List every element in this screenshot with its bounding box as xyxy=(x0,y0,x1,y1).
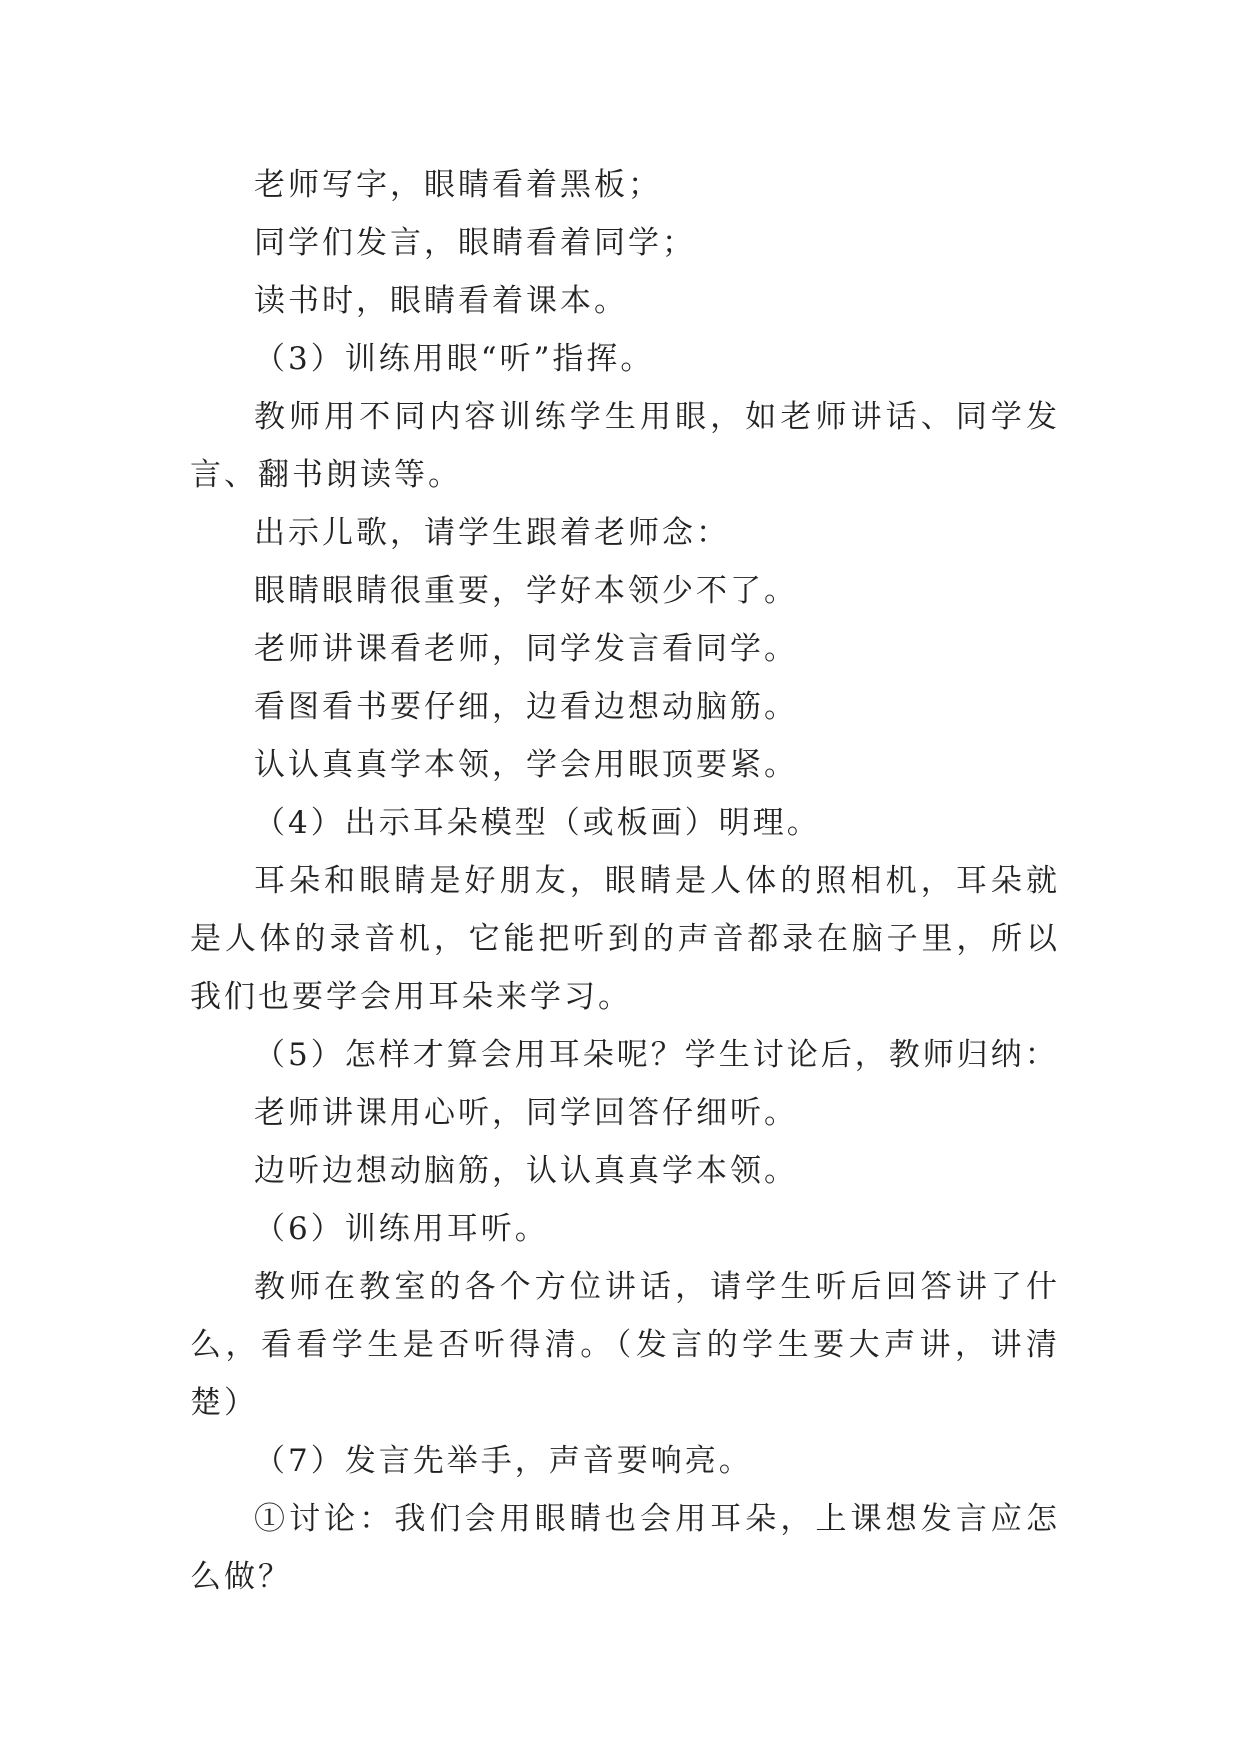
section-heading: （6）训练用耳听。 xyxy=(254,1211,549,1247)
verse-line: 老师讲课看老师，同学发言看同学。 xyxy=(254,631,798,667)
verse-line: 老师讲课用心听，同学回答仔细听。 xyxy=(254,1095,798,1131)
section-heading: （3）训练用眼“听”指挥。 xyxy=(254,341,655,377)
paragraph: ①讨论：我们会用眼睛也会用耳朵，上课想发言应怎么做？ xyxy=(190,1501,1060,1595)
paragraph: 老师写字，眼睛看着黑板； xyxy=(254,167,662,203)
paragraph: 同学们发言，眼睛看着同学； xyxy=(254,225,696,261)
paragraph: 读书时，眼睛看着课本。 xyxy=(254,283,628,319)
paragraph: 耳朵和眼睛是好朋友，眼睛是人体的照相机，耳朵就是人体的录音机，它能把听到的声音都录在脑子里，所以我们也要学会用耳朵来学习。 xyxy=(190,863,1060,1015)
verse-line: 眼睛眼睛很重要，学好本领少不了。 xyxy=(254,573,798,609)
paragraph: 教师用不同内容训练学生用眼，如老师讲话、同学发言、翻书朗读等。 xyxy=(190,399,1060,493)
verse-line: 认认真真学本领，学会用眼顶要紧。 xyxy=(254,747,798,783)
section-heading: （7）发言先举手，声音要响亮。 xyxy=(254,1443,753,1479)
paragraph: 教师在教室的各个方位讲话，请学生听后回答讲了什么，看看学生是否听得清。（发言的学生要大声讲，讲清楚） xyxy=(190,1269,1060,1421)
section-heading: （4）出示耳朵模型（或板画）明理。 xyxy=(254,805,821,841)
verse-line: 看图看书要仔细，边看边想动脑筋。 xyxy=(254,689,798,725)
document-body xyxy=(190,156,1060,1606)
verse-line: 边听边想动脑筋，认认真真学本领。 xyxy=(254,1153,798,1189)
paragraph: 出示儿歌，请学生跟着老师念： xyxy=(254,515,730,551)
section-heading: （5）怎样才算会用耳朵呢？学生讨论后，教师归纳： xyxy=(254,1037,1059,1073)
